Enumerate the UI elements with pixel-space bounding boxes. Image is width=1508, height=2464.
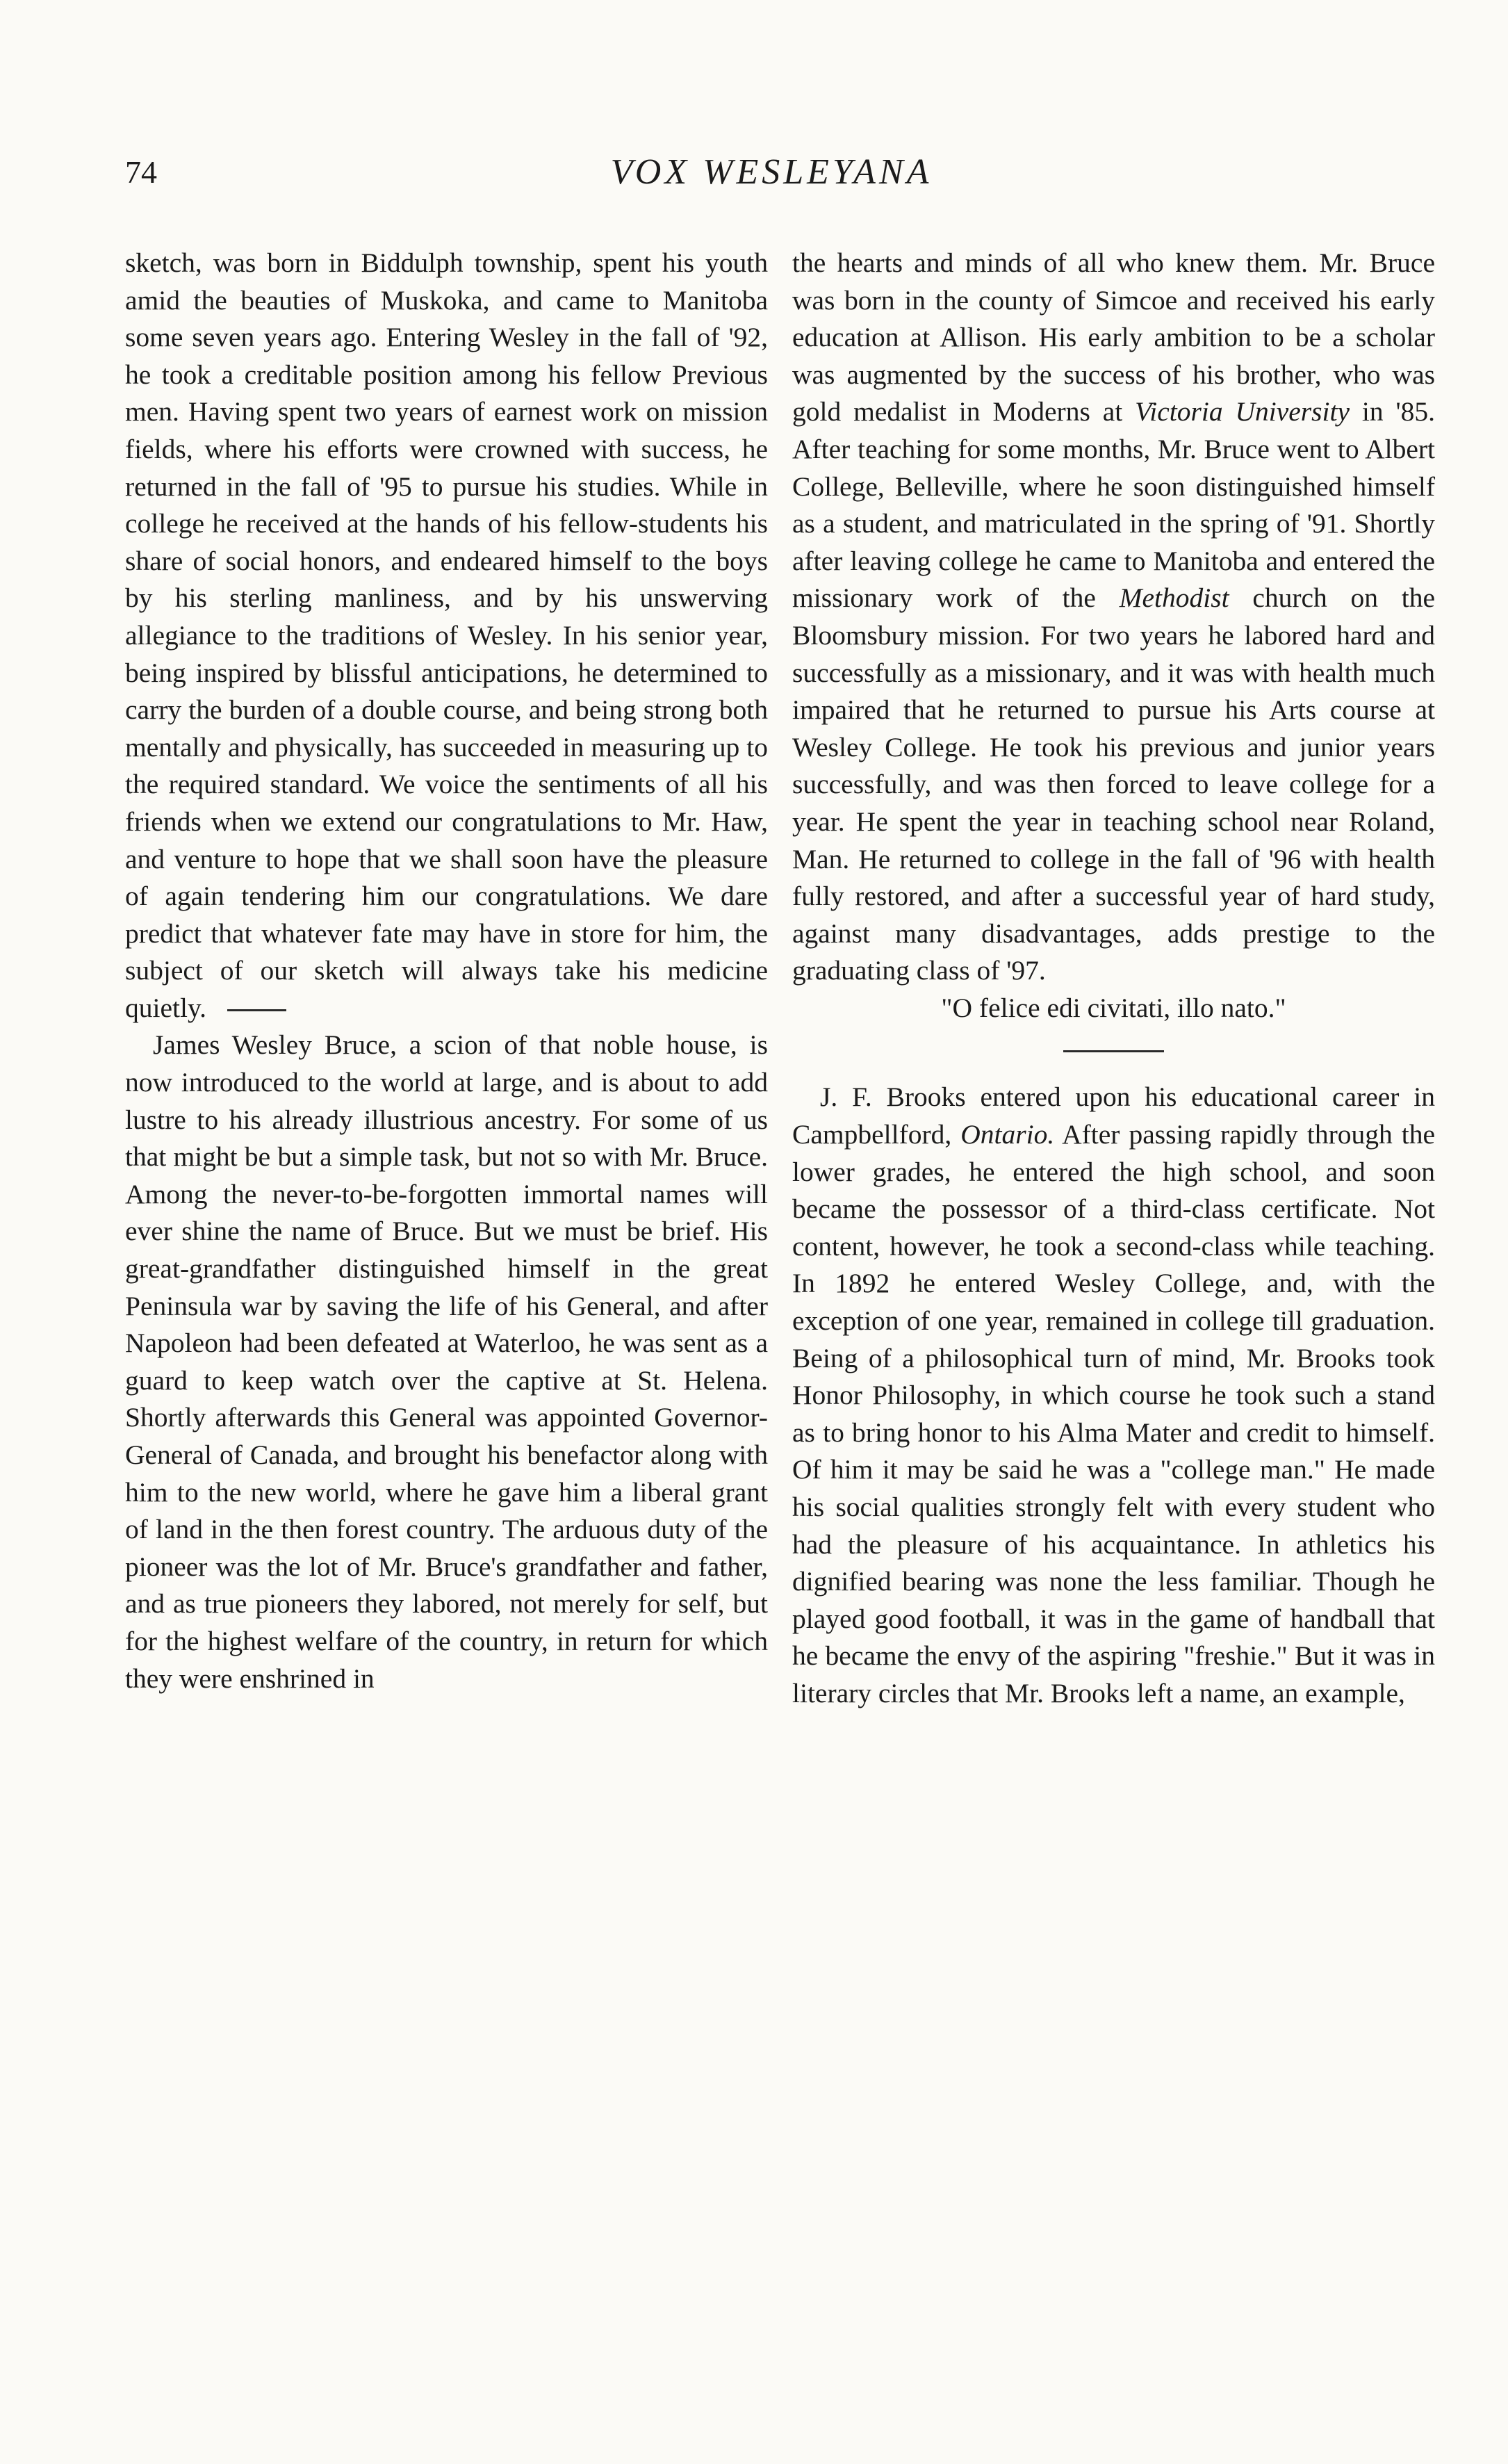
paragraph-brooks [792,1079,1435,1712]
left-column [125,245,768,1697]
text-run: in '85. After teaching for some months, Mr. Bruce went to Albert College, Belleville, where he soon distinguished himself as a student, and matriculated in the spring of '91. Shortly after leaving college he came to Manitoba and entered the missionary work of the [792,396,1435,614]
paragraph-haw-sketch [125,245,768,1027]
text-run-italic: Methodist [1119,582,1229,614]
paragraph-text: sketch, was born in Biddulph township, spent his youth amid the beauties of Muskoka, and came to Manitoba some seven years ago. Entering Wesley in the fall of '92, he took a creditable position among his fellow Previous men. Having spent two years of earnest work on mission fields, where his efforts were crowned with success, he returned in the fall of '95 to pursue his studies. While in college he received at the hands of his fellow-students his share of social honors, and endeared himself to the boys by his sterling manliness, and by his unswerving allegiance to the traditions of Wesley. In his senior year, being inspired by blissful anticipations, he determined to carry the burden of a double course, and being strong both mentally and physically, has succeeded in measuring up to the required standard. We voice the sentiments of all his friends when we extend our congratulations to Mr. Haw, and venture to hope that we shall soon have the pleasure of again tendering him our congratulations. We dare predict that whatever fate may have in store for him, the subject of our sketch will always take his medicine quietly. [125,247,768,1023]
separator-rule [1063,1050,1164,1052]
text-run-italic: Victoria University [1135,396,1350,427]
paragraph-bruce-continued [792,245,1435,990]
latin-quote: "O felice edi civitati, illo nato." [941,992,1286,1023]
text-run: church on the Bloomsbury mission. For two years he labored hard and successfully as a missionary, and it was with health much impaired that he returned to pursue his Arts course at Wesley College. He took his previous and junior years successfully, and was then forced to leave college for a year. He spent the year in teaching school near Roland, Man. He returned to college in the fall of '96 with health fully restored, and after a successful year of hard study, against many disadvantages, adds prestige to the graduating class of '97. [792,582,1435,986]
page-number: 74 [125,154,157,190]
running-title: VOX WESLEYANA [610,152,933,192]
text-run-italic: Ontario. [960,1119,1055,1150]
text-run: After passing rapidly through the lower grades, he entered the high school, and soon became the possessor of a third-class certificate. Not content, however, he took a second-class while teaching. In 1892 he entered Wesley College, and, with the exception of one year, remained in college till graduation. Being of a philosophical turn of mind, Mr. Brooks took Honor Philosophy, in which course he took such a stand as to bring honor to his Alma Mater and credit to himself. Of him it may be said he was a "college man." He made his social qualities strongly felt with every student who had the pleasure of his acquaintance. In athletics his dignified bearing was none the less familiar. Though he played good football, it was in the game of handball that he became the envy of the aspiring "freshie." But it was in literary circles that Mr. Brooks left a name, an example, [792,1119,1435,1708]
text-run: J. F. Brooks entered upon his educational career in Campbellford, [792,1082,1435,1150]
page-header [125,152,1418,200]
separator-rule [227,1009,286,1011]
right-column [792,245,1435,1713]
text-run: the hearts and minds of all who knew them. Mr. Bruce was born in the county of Simcoe and received his early education at Allison. His early ambition to be a scholar was augmented by the success of his brother, who was gold medalist in Moderns at [792,247,1435,427]
paragraph-bruce: James Wesley Bruce, a scion of that noble house, is now introduced to the world at large, and is about to add lustre to his already illustrious ancestry. For some of us that might be but a simple task, but not so with Mr. Bruce. Among the never-to-be-forgotten immortal names will ever shine the name of Bruce. But we must be brief. His great-grandfather distinguished himself in the great Peninsula war by saving the life of his General, and after Napoleon had been defeated at Waterloo, he was sent as a guard to keep watch over the captive at St. Helena. Shortly afterwards this General was appointed Governor-General of Canada, and brought his benefactor along with him to the new world, where he gave him a liberal grant of land in the then forest country. The arduous duty of the pioneer was the lot of Mr. Bruce's grandfather and father, and as true pioneers they labored, not merely for self, but for the highest welfare of the country, in return for which they were enshrined in [125,1029,768,1694]
